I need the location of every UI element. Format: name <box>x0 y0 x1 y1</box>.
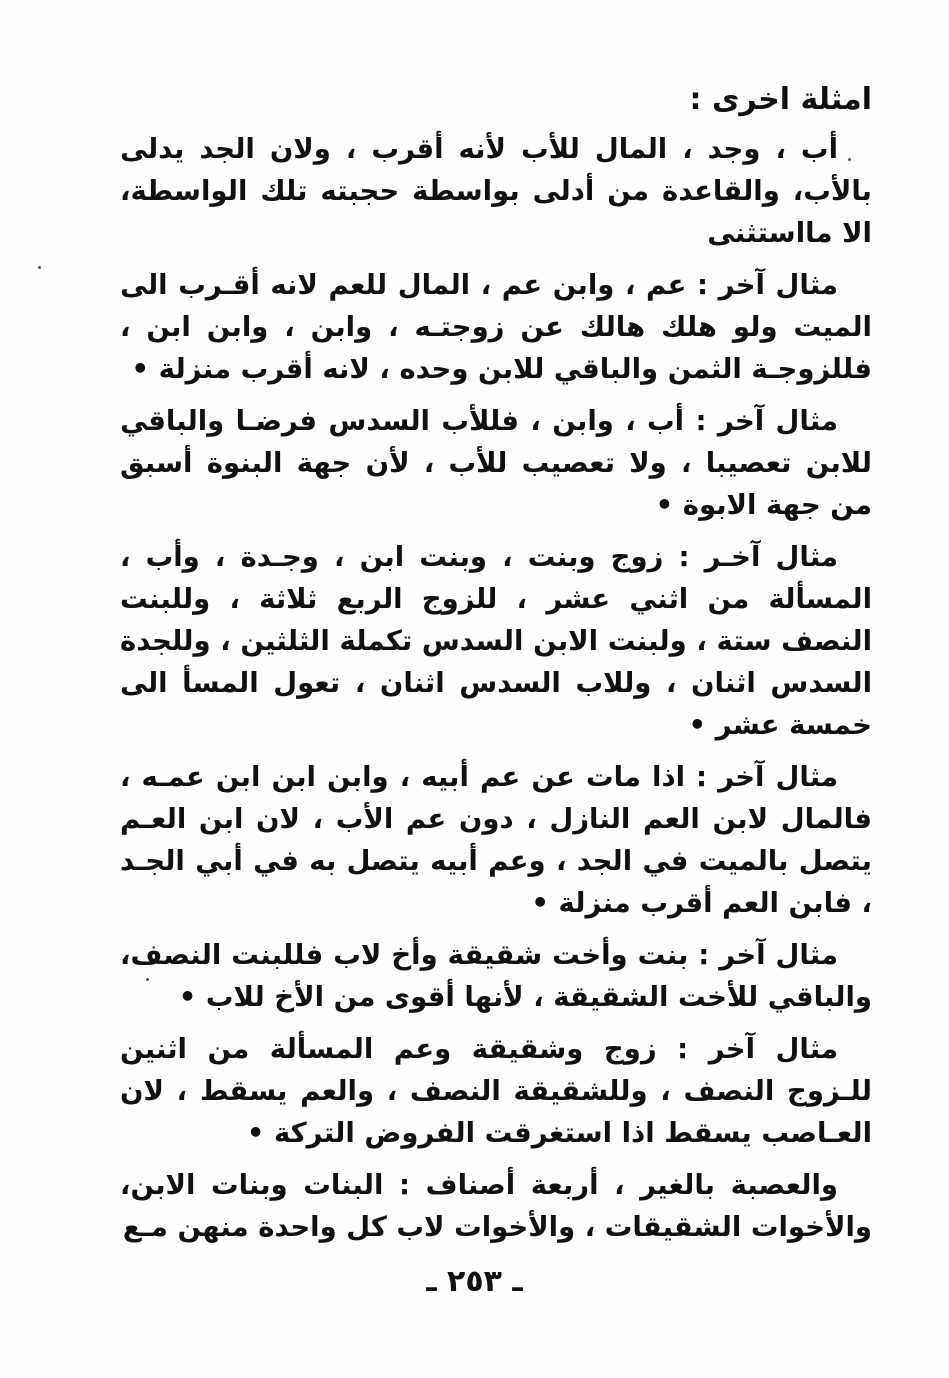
scan-speck <box>848 158 851 161</box>
paragraph-8: والعصبة بالغير ، أربعة أصناف : البنات وبنات الابن، والأخوات الشقيقات ، والأخوات لاب كل واحدة منهن مـع <box>120 1169 872 1243</box>
page-number: ـ ٢٥٣ ـ <box>426 1264 523 1299</box>
paragraph-4: مثال آخـر : زوج وبنت ، وبنت ابن ، وجـدة ، وأب ، المسألة من اثني عشر ، للزوج الربع ثلاثة ، وللبنت النصف ستة ، ولبنت الابن السدس تكملة الثلثين ، وللجدة السدس اثنان ، وللاب السدس اثنان ، تعول المسأ الى خمسة عشر • <box>120 541 872 741</box>
scan-speck <box>146 978 149 981</box>
paragraph-3: مثال آخر : أب ، وابن ، فللأب السدس فرضـا والباقي للابن تعصيبا ، ولا تعصيب للأب ، لأن جهة البنوة أسبق من جهة الابوة • <box>120 405 872 521</box>
paragraph-5: مثال آخر : اذا مات عن عم أبيه ، وابن ابن ابن عمـه ، فالمال لابن العم النازل ، دون عم الأب ، لان ابن العـم يتصل بالميت في الجد ، وعم أبيه يتصل به في أبي الجـد ، فابن العم أقرب منزلة • <box>120 761 872 919</box>
page-text <box>120 78 872 1258</box>
scan-speck <box>38 266 41 269</box>
paragraph-2: مثال آخر : عم ، وابن عم ، المال للعم لانه أقـرب الى الميت ولو هلك هالك عن زوجتـه ، وابن ، وابن ابن ، فللزوجـة الثمن والباقي للابن وحده ، لانه أقرب منزلة • <box>120 269 872 385</box>
section-heading: امثلة اخرى : <box>689 82 872 117</box>
paragraph-1: أب ، وجد ، المال للأب لأنه أقرب ، ولان الجد يدلى بالأب، والقاعدة من أدلى بواسطة حجبته تلك الواسطة، الا مااستثنى <box>120 133 872 249</box>
paragraph-6: مثال آخر : بنت وأخت شقيقة وأخ لاب فللبنت النصف، والباقي للأخت الشقيقة ، لأنها أقوى من الأخ للاب • <box>120 939 872 1013</box>
paragraph-7: مثال آخر : زوج وشقيقة وعم المسألة من اثنين للـزوج النصف ، وللشقيقة النصف ، والعم يسقط ، لان العـاصب يسقط اذا استغرقت الفروض التركة • <box>120 1033 872 1149</box>
